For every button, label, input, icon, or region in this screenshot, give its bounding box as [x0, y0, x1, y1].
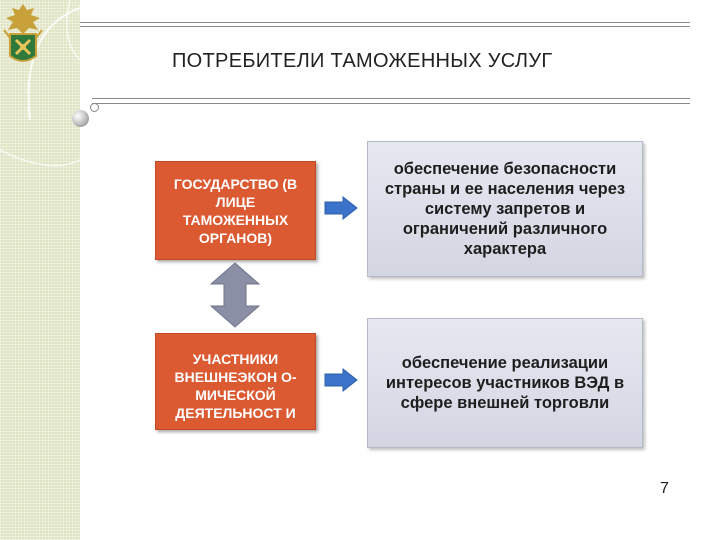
page-title: ПОТРЕБИТЕЛИ ТАМОЖЕННЫХ УСЛУГ [172, 50, 553, 72]
right-arrow-icon [324, 368, 358, 392]
header-rule [80, 22, 690, 30]
right-arrow-icon [324, 196, 358, 220]
service-text-security: обеспечение безопасности страны и ее населения через систему запретов и ограничений различного характера [384, 160, 626, 258]
service-box-security [367, 141, 643, 277]
customs-emblem-icon [0, 0, 46, 72]
service-text-fea-interests: обеспечение реализации интересов участников ВЭД в сфере внешней торговли [385, 354, 625, 412]
consumer-label-state: ГОСУДАРСТВО (В ЛИЦЕ ТАМОЖЕННЫХ ОРГАНОВ) [173, 175, 298, 246]
decorative-side-band [0, 0, 80, 540]
decorative-curves [0, 0, 80, 540]
decorative-ball [72, 110, 89, 127]
up-down-arrow-icon [210, 262, 260, 328]
page-number: 7 [660, 480, 669, 497]
title-underline [92, 98, 690, 108]
consumer-label-fea-participants: УЧАСТНИКИ ВНЕШНЕЭКОН О-МИЧЕСКОЙ ДЕЯТЕЛЬНОСТ И [174, 350, 297, 421]
decorative-ring [90, 103, 99, 112]
service-box-fea-interests [367, 318, 643, 448]
consumer-box-fea-participants [155, 333, 316, 430]
consumer-box-state [155, 161, 316, 260]
